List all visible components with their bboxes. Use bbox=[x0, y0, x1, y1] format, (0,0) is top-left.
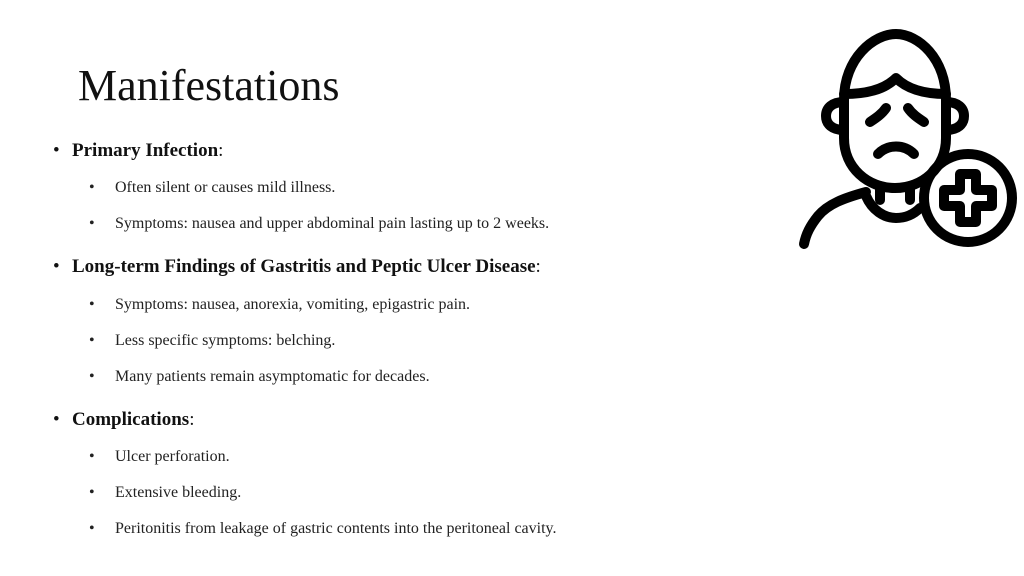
section-heading: Long-term Findings of Gastritis and Peptic Ulcer Disease bbox=[72, 256, 536, 277]
list-item bbox=[89, 295, 470, 315]
sick-patient-icon bbox=[796, 28, 1022, 252]
bullet-icon: • bbox=[53, 256, 60, 277]
list-item-text: Symptoms: nausea and upper abdominal pain lasting up to 2 weeks. bbox=[115, 215, 550, 232]
bullet-icon: • bbox=[53, 140, 60, 161]
bullet-icon: • bbox=[89, 179, 95, 196]
bullet-icon: • bbox=[89, 215, 95, 232]
section-heading-suffix: : bbox=[218, 140, 224, 161]
section-long-term-findings bbox=[53, 255, 541, 279]
list-item bbox=[89, 483, 241, 503]
bullet-icon: • bbox=[89, 484, 95, 501]
list-item-text: Symptoms: nausea, anorexia, vomiting, epigastric pain. bbox=[115, 296, 471, 313]
list-item-text: Often silent or causes mild illness. bbox=[115, 179, 336, 196]
list-item-text: Peritonitis from leakage of gastric contents into the peritoneal cavity. bbox=[115, 520, 557, 537]
bullet-icon: • bbox=[89, 520, 95, 537]
section-heading-suffix: : bbox=[535, 256, 541, 277]
list-item bbox=[89, 178, 335, 198]
list-item-text: Ulcer perforation. bbox=[115, 448, 230, 465]
section-heading: Complications bbox=[72, 409, 190, 430]
bullet-icon: • bbox=[53, 409, 60, 430]
list-item bbox=[89, 367, 430, 387]
list-item-text: Extensive bleeding. bbox=[115, 484, 242, 501]
list-item bbox=[89, 331, 335, 351]
bullet-icon: • bbox=[89, 332, 95, 349]
list-item-text: Less specific symptoms: belching. bbox=[115, 332, 336, 349]
bullet-icon: • bbox=[89, 448, 95, 465]
section-complications bbox=[53, 408, 194, 432]
section-primary-infection bbox=[53, 139, 223, 163]
list-item bbox=[89, 214, 549, 234]
list-item-text: Many patients remain asymptomatic for decades. bbox=[115, 368, 430, 385]
list-item bbox=[89, 519, 557, 539]
bullet-icon: • bbox=[89, 296, 95, 313]
list-item bbox=[89, 447, 230, 467]
section-heading: Primary Infection bbox=[72, 140, 219, 161]
slide-title: Manifestations bbox=[78, 61, 340, 110]
bullet-icon: • bbox=[89, 368, 95, 385]
section-heading-suffix: : bbox=[189, 409, 195, 430]
